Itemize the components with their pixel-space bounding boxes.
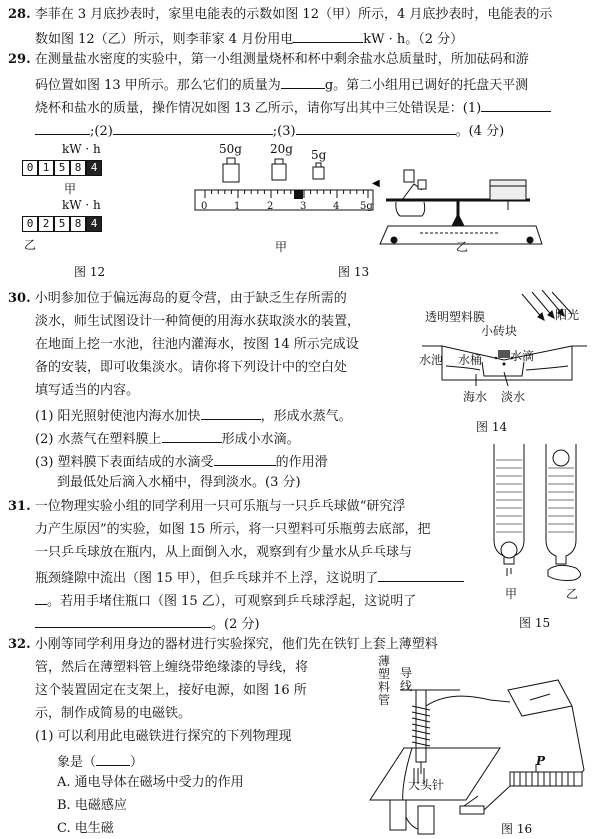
question-30-step3: (3) 塑料膜下表面结成的水滴受 的作用滑 bbox=[35, 451, 328, 472]
question-30-step1: (1) 阳光照射使池内海水加快 ，形成水蒸气。 bbox=[35, 405, 352, 426]
label-bucket: 水桶 bbox=[458, 353, 483, 367]
figure-13-caption: 图 13 bbox=[338, 265, 370, 279]
wire bbox=[426, 696, 510, 706]
answer-blank[interactable] bbox=[281, 74, 325, 89]
bottle-jia-icon bbox=[494, 444, 524, 576]
figure-15-drawing bbox=[486, 440, 592, 600]
battery-icon bbox=[390, 800, 434, 834]
label-sea: 海水 bbox=[463, 390, 488, 404]
meter-digit: 8 bbox=[70, 160, 86, 176]
answer-blank[interactable] bbox=[481, 97, 551, 112]
figure-13-label-jia: 甲 bbox=[275, 240, 288, 254]
meter-digit: 0 bbox=[22, 216, 38, 232]
question-number: 31. bbox=[8, 499, 31, 514]
figure-14-caption: 图 14 bbox=[476, 420, 508, 434]
weight-label: 5g bbox=[311, 148, 327, 162]
weight-5g-icon bbox=[313, 163, 324, 179]
question-number: 32. bbox=[8, 637, 31, 652]
label-fresh: 淡水 bbox=[501, 390, 526, 404]
meter-digit: 0 bbox=[22, 160, 38, 176]
scale-tick-label: 1 bbox=[234, 201, 241, 212]
label-film: 透明塑料膜 bbox=[425, 310, 486, 324]
question-number: 29. bbox=[8, 52, 31, 67]
figure-16-caption: 图 16 bbox=[501, 822, 533, 836]
question-30-step3-cont: 到最低处后滴入水桶中，得到淡水。(3 分) bbox=[57, 475, 301, 490]
question-32-line: 管，然后在薄塑料管上缠绕带绝缘漆的导线，将 bbox=[35, 660, 309, 675]
weight-label: 50g bbox=[219, 142, 242, 156]
scale-tick-label: 2 bbox=[267, 201, 274, 212]
question-number: 28. bbox=[8, 7, 31, 22]
label-sun: 阳光 bbox=[555, 308, 580, 322]
question-30-line: 备的安装，即可收集淡水。请你将下列设计中的空白处 bbox=[35, 360, 348, 375]
balance-icon bbox=[380, 170, 542, 244]
rheostat-icon bbox=[510, 764, 582, 786]
figure-12-meter-jia bbox=[22, 142, 142, 197]
question-29-line1: 29. 在测量盐水密度的实验中，第一小组测量烧杯和杯中剩余盐水总质量时，所加砝码和游 bbox=[8, 52, 529, 67]
label-brick: 小砖块 bbox=[481, 324, 518, 338]
answer-blank[interactable] bbox=[214, 451, 276, 466]
brick-icon bbox=[498, 350, 510, 358]
meter-digit: 2 bbox=[38, 216, 54, 232]
question-31-line1: 31. 一位物理实验小组的同学利用一只可乐瓶与一只乒乓球做“研究浮 bbox=[8, 499, 406, 514]
answer-blank[interactable] bbox=[378, 567, 464, 582]
scale-tick-label: 0 bbox=[201, 201, 208, 212]
label-pin: 大头针 bbox=[408, 778, 445, 792]
question-32-line: 这个装置固定在支架上，接好电源，如图 16 所 bbox=[35, 683, 307, 698]
question-30-line: 填写适当的内容。 bbox=[35, 383, 140, 398]
meter-digit: 1 bbox=[38, 160, 54, 176]
question-30-line: 淡水，师生试图设计一种简便的用海水获取淡水的装置， bbox=[35, 314, 361, 329]
question-30-line1: 30. 小明参加位于偏远海岛的夏令营，由于缺乏生存所需的 bbox=[8, 291, 347, 306]
scale-tick-label: 5g bbox=[360, 201, 373, 212]
figure-12-meter-yi bbox=[22, 198, 142, 253]
answer-blank[interactable] bbox=[35, 613, 211, 628]
question-31-line: 力产生原因”的实验，如图 15 所示，将一只塑料可乐瓶剪去底部，把 bbox=[35, 522, 431, 537]
option-a[interactable]: A. 通电导体在磁场中受力的作用 bbox=[57, 775, 244, 790]
label-p: P bbox=[536, 754, 546, 768]
question-32-sub1-cont: 象是（ ） bbox=[57, 751, 143, 772]
question-31-line5: 。若用手堵住瓶口（图 15 乙），可观察到乒乓球浮起，这说明了 bbox=[35, 590, 416, 611]
meter-unit-label: kW · h bbox=[62, 142, 101, 156]
question-29-line2: 码位置如图 13 甲所示。那么它们的质量为 g。第二小组用已调好的托盘天平测 bbox=[35, 74, 528, 95]
meter-unit-label: kW · h bbox=[62, 198, 101, 212]
meter-digits bbox=[22, 212, 142, 232]
figure-16-drawing bbox=[360, 650, 592, 839]
slider-rider bbox=[294, 190, 303, 199]
question-31-line4: 瓶颈缝隙中流出（图 15 甲），但乒乓球并不上浮，这说明了 bbox=[35, 567, 464, 588]
label-drop: 水滴 bbox=[510, 349, 535, 363]
question-30-step2: (2) 水蒸气在塑料膜上 形成小水滴。 bbox=[35, 428, 300, 449]
option-c[interactable]: C. 电生磁 bbox=[57, 821, 114, 836]
meter-digit: 5 bbox=[54, 216, 70, 232]
question-31-line: 一只乒乓球放在瓶内，从上面倒入水，观察到有少量水从乒乓球与 bbox=[35, 545, 413, 560]
question-29-line4: ;(2) ;(3) 。(4 分) bbox=[35, 120, 504, 141]
bottle-yi-icon bbox=[546, 444, 581, 581]
figure-15-label-jia: 甲 bbox=[505, 587, 518, 601]
question-32-line1: 32. 小刚等同学利用身边的器材进行实验探究，他们先在铁钉上套上薄塑料 bbox=[8, 637, 438, 652]
answer-blank[interactable] bbox=[35, 590, 47, 605]
weight-20g-icon bbox=[272, 159, 286, 180]
label-thin-plastic-tube: 薄塑料管 bbox=[378, 654, 391, 707]
question-number: 30. bbox=[8, 291, 31, 306]
answer-blank[interactable] bbox=[201, 405, 261, 420]
answer-blank[interactable] bbox=[96, 751, 130, 766]
ammeter-icon bbox=[508, 680, 572, 716]
figure-13-drawing bbox=[190, 140, 570, 260]
meter-digits bbox=[22, 156, 142, 176]
label-pool: 水池 bbox=[419, 353, 444, 367]
electromagnet-coil-icon bbox=[412, 690, 430, 774]
meter-digit-decimal: 4 bbox=[86, 160, 102, 176]
answer-blank[interactable] bbox=[293, 28, 363, 43]
question-28-line2: 数如图 12（乙）所示，则李菲家 4 月份用电 kW · h。（2 分） bbox=[35, 28, 463, 49]
question-32-sub1: (1) 可以利用此电磁铁进行探究的下列物理现 bbox=[35, 729, 292, 744]
question-28-line1: 28. 李菲在 3 月底抄表时，家里电能表的示数如图 12（甲）所示，4 月底抄表时，电能表的示 bbox=[8, 7, 553, 22]
question-29-line3: 烧杯和盐水的质量，操作情况如图 13 乙所示，请你写出其中三处错误是：(1) bbox=[35, 97, 551, 118]
figure-13-label-yi: 乙 bbox=[456, 240, 469, 254]
figure-12-caption: 图 12 bbox=[74, 265, 106, 279]
question-30-line: 在地面上挖一水池，往池内灌海水，按图 14 所示完成设 bbox=[35, 337, 359, 352]
switch-icon bbox=[460, 796, 484, 814]
question-31-line6: 。(2 分) bbox=[35, 613, 260, 634]
meter-label-yi: 乙 bbox=[24, 238, 37, 252]
label-wire: 导线 bbox=[400, 666, 413, 693]
scale-tick-label: 3 bbox=[300, 201, 307, 212]
answer-blank[interactable] bbox=[35, 120, 90, 135]
figure-15-caption: 图 15 bbox=[519, 616, 551, 630]
meter-digit: 5 bbox=[54, 160, 70, 176]
answer-blank[interactable] bbox=[296, 120, 456, 135]
balance-arrow-icon: ◀ bbox=[372, 178, 380, 189]
question-32-line: 示，制作成简易的电磁铁。 bbox=[35, 706, 192, 721]
answer-blank[interactable] bbox=[162, 428, 222, 443]
answer-blank[interactable] bbox=[113, 120, 273, 135]
meter-label-jia: 甲 bbox=[64, 182, 77, 196]
scale-tick-label: 4 bbox=[333, 201, 340, 212]
weight-50g-icon bbox=[223, 158, 239, 182]
figure-15-label-yi: 乙 bbox=[566, 587, 579, 601]
weight-label: 20g bbox=[270, 142, 293, 156]
option-b[interactable]: B. 电磁感应 bbox=[57, 798, 127, 813]
meter-digit-decimal: 4 bbox=[86, 216, 102, 232]
meter-digit: 8 bbox=[70, 216, 86, 232]
hand-icon bbox=[548, 565, 581, 580]
